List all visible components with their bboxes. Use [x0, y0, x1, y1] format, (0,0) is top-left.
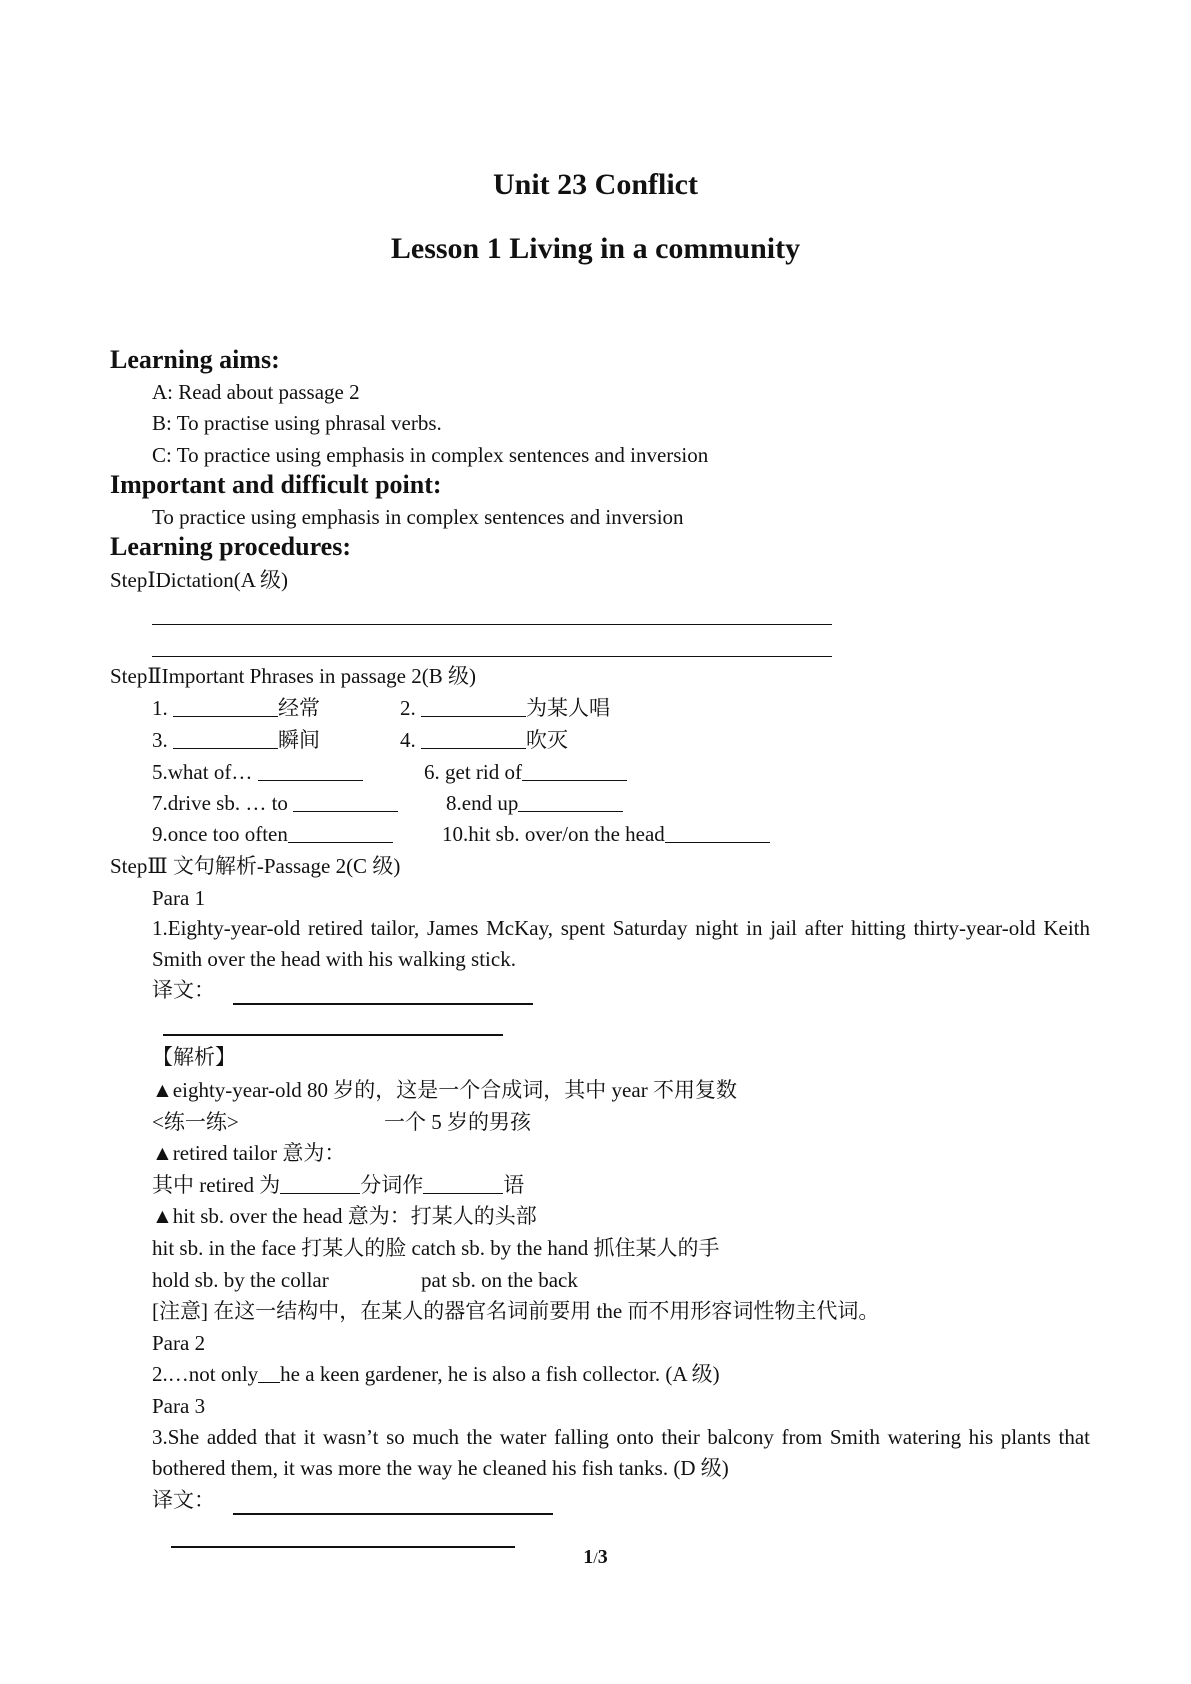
- practice-text: 一个 5 岁的男孩: [384, 1110, 531, 1134]
- phrase-9: [152, 820, 393, 848]
- sentence-2-part2: he a keen gardener, he is also a fish collector. (A 级): [280, 1362, 720, 1386]
- step1-label: StepⅠDictation(A 级): [110, 568, 289, 592]
- phrase-7-text: 7.drive sb. … to: [152, 791, 294, 815]
- sentence-2: [152, 1360, 720, 1388]
- translation-line-2a: [233, 1513, 553, 1515]
- phrase-10-blank: [665, 822, 770, 843]
- phrase-5-blank: [258, 760, 363, 781]
- phrase-2: [400, 694, 610, 722]
- phrase-9-text: 9.once too often: [152, 822, 288, 846]
- phrase-1-num: 1.: [152, 696, 173, 720]
- phrase-2-cn: 为某人唱: [526, 696, 610, 720]
- phrase-3: [152, 726, 320, 754]
- page-number: [0, 1546, 1191, 1569]
- analysis-label: 【解析】: [152, 1045, 236, 1069]
- phrase-4-blank: [421, 728, 526, 749]
- translation-label-2: 译文：: [152, 1488, 215, 1512]
- phrase-8: [446, 789, 623, 817]
- aim-item-c: C: To practice using emphasis in complex sentences and inversion: [152, 443, 709, 467]
- analysis-5: hit sb. in the face 打某人的脸 catch sb. by the hand 抓住某人的手: [152, 1236, 720, 1260]
- para-3-label: Para 3: [152, 1394, 206, 1418]
- phrase-6: [424, 758, 627, 786]
- phrase-9-blank: [288, 822, 393, 843]
- step2-label: StepⅡImportant Phrases in passage 2(B 级): [110, 664, 476, 688]
- phrase-10-text: 10.hit sb. over/on the head: [442, 822, 665, 846]
- phrase-3-blank: [173, 728, 278, 749]
- phrase-8-blank: [518, 791, 623, 812]
- para-1-label: Para 1: [152, 886, 206, 910]
- page-total: 3: [597, 1546, 608, 1568]
- analysis-3-part2: 分词作: [360, 1173, 424, 1197]
- phrase-5-text: 5.what of…: [152, 760, 258, 784]
- step3-label: StepⅢ 文句解析-Passage 2(C 级): [110, 854, 401, 878]
- phrase-2-num: 2.: [400, 696, 421, 720]
- phrase-3-cn: 瞬间: [278, 728, 320, 752]
- page-current: 1: [583, 1546, 594, 1568]
- phrase-4-num: 4.: [400, 728, 421, 752]
- analysis-4: ▲hit sb. over the head 意为：打某人的头部: [152, 1204, 537, 1228]
- note-text: [注意] 在这一结构中，在某人的器官名词前要用 the 而不用形容词性物主代词。: [152, 1299, 880, 1323]
- procedures-heading: Learning procedures:: [110, 532, 351, 561]
- analysis-3-blank2: [423, 1173, 503, 1194]
- phrase-6-text: 6. get rid of: [424, 760, 522, 784]
- page-title: Unit 23 Conflict: [493, 168, 698, 201]
- phrase-10: [442, 820, 770, 848]
- phrase-7: [152, 789, 398, 817]
- translation-line-1b: [163, 1034, 503, 1036]
- phrase-1-blank: [173, 696, 278, 717]
- analysis-3: [152, 1171, 524, 1199]
- phrase-2-blank: [421, 696, 526, 717]
- analysis-6a: hold sb. by the collar: [152, 1268, 329, 1292]
- analysis-3-part3: 语: [503, 1173, 525, 1197]
- para-2-label: Para 2: [152, 1331, 206, 1355]
- translation-label-1: 译文：: [152, 978, 215, 1002]
- aim-item-a: A: Read about passage 2: [152, 380, 360, 404]
- important-text: To practice using emphasis in complex sentences and inversion: [152, 505, 684, 529]
- phrase-1-cn: 经常: [278, 696, 320, 720]
- analysis-2: ▲retired tailor 意为：: [152, 1141, 346, 1165]
- sentence-3: 3.She added that it wasn’t so much the water falling onto their balcony from Smith watering his plants that bothered them, it was more the way he cleaned his fish tanks. (D 级): [152, 1425, 1090, 1480]
- aim-item-b: B: To practise using phrasal verbs.: [152, 411, 442, 435]
- phrase-5: [152, 758, 363, 786]
- sentence-2-blank: [258, 1362, 280, 1383]
- phrase-7-blank: [293, 791, 398, 812]
- important-heading: Important and difficult point:: [110, 470, 442, 499]
- phrase-3-num: 3.: [152, 728, 173, 752]
- analysis-6b: pat sb. on the back: [421, 1268, 578, 1292]
- analysis-3-part1: 其中 retired 为: [152, 1173, 281, 1197]
- page-subtitle: Lesson 1 Living in a community: [390, 232, 801, 265]
- phrase-1: [152, 694, 320, 722]
- aims-heading: Learning aims:: [110, 345, 280, 374]
- practice-label: <练一练>: [152, 1110, 239, 1134]
- analysis-1: ▲eighty-year-old 80 岁的，这是一个合成词，其中 year 不用复数: [152, 1078, 737, 1102]
- phrase-4-cn: 吹灭: [526, 728, 568, 752]
- page-separator: /: [593, 1550, 598, 1567]
- phrase-8-text: 8.end up: [446, 791, 519, 815]
- phrase-6-blank: [522, 760, 627, 781]
- dictation-line-1: [152, 624, 832, 625]
- sentence-1: 1.Eighty-year-old retired tailor, James McKay, spent Saturday night in jail after hitting thirty-year-old Keith Smith over the head with his walking stick.: [152, 916, 1090, 971]
- sentence-2-part1: 2.…not only: [152, 1362, 259, 1386]
- analysis-3-blank1: [280, 1173, 360, 1194]
- phrase-4: [400, 726, 568, 754]
- dictation-line-2: [152, 656, 832, 657]
- translation-line-1a: [233, 1003, 533, 1005]
